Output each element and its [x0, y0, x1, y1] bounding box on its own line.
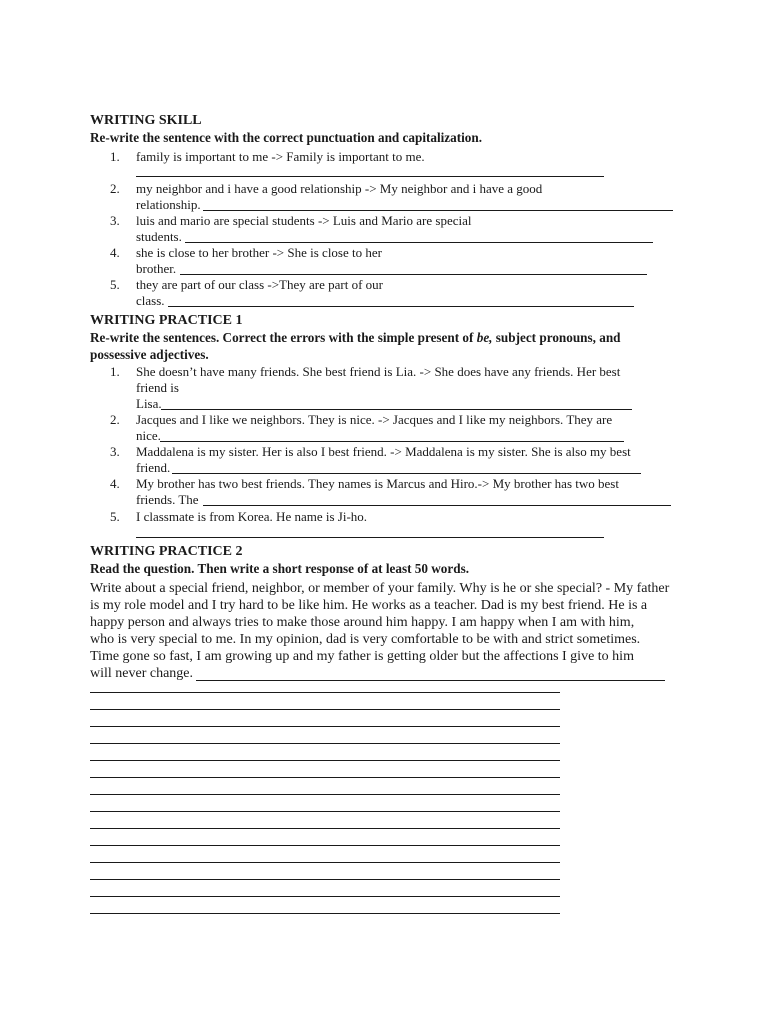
- answer-line[interactable]: [161, 409, 632, 410]
- item-text: she is close to her brother -> She is close to her: [136, 245, 382, 260]
- item-number: 3.: [110, 213, 120, 228]
- writing-line[interactable]: [90, 845, 560, 846]
- item-number: 5.: [110, 277, 120, 292]
- item-answer-start: friend.: [136, 460, 171, 475]
- response-paragraph-line: Time gone so fast, I am growing up and my father is getting older but the affections I give to him: [90, 649, 634, 664]
- item-answer-start: Lisa.: [136, 396, 162, 411]
- answer-line[interactable]: [172, 473, 641, 474]
- response-paragraph-line: is my role model and I try hard to be like him. He works as a teacher. Dad is my best friend. He is a: [90, 598, 648, 613]
- writing-line[interactable]: [90, 777, 560, 778]
- instruction-practice-1: [90, 329, 621, 346]
- item-answer-start: students.: [136, 229, 182, 244]
- item-answer-start: brother.: [136, 261, 177, 276]
- answer-line[interactable]: [185, 242, 653, 243]
- answer-line[interactable]: [136, 537, 604, 538]
- answer-line[interactable]: [203, 210, 673, 211]
- answer-line[interactable]: [136, 176, 604, 177]
- instruction-practice-1-line2: possessive adjectives.: [90, 347, 209, 362]
- answer-line[interactable]: [160, 441, 624, 442]
- answer-line[interactable]: [168, 306, 634, 307]
- item-answer-start: friends. The: [136, 492, 199, 507]
- instruction-writing-skill: Re-write the sentence with the correct punctuation and capitalization.: [90, 130, 483, 145]
- item-number: 4.: [110, 245, 120, 260]
- item-answer-start: relationship.: [136, 197, 201, 212]
- item-number: 4.: [110, 476, 120, 491]
- writing-line[interactable]: [90, 879, 560, 880]
- writing-line[interactable]: [90, 709, 560, 710]
- item-text: they are part of our class ->They are part of our: [136, 277, 383, 292]
- writing-line[interactable]: [90, 794, 560, 795]
- item-text: friend is: [136, 380, 179, 395]
- writing-line[interactable]: [90, 760, 560, 761]
- response-paragraph-line: happy person and always tries to make those around him happy. I am happy when I am with him,: [90, 615, 635, 630]
- response-paragraph-line: Write about a special friend, neighbor, or member of your family. Why is he or she special? - My father: [90, 581, 670, 596]
- section-heading-writing-skill: WRITING SKILL: [90, 113, 202, 128]
- writing-line[interactable]: [90, 811, 560, 812]
- item-answer-start: nice.: [136, 428, 161, 443]
- item-number: 1.: [110, 364, 120, 379]
- writing-line[interactable]: [90, 913, 560, 914]
- item-text: luis and mario are special students -> Luis and Mario are special: [136, 213, 472, 228]
- item-answer-start: class.: [136, 293, 165, 308]
- item-text: I classmate is from Korea. He name is Ji-ho.: [136, 509, 368, 524]
- item-number: 5.: [110, 509, 120, 524]
- writing-line[interactable]: [90, 828, 560, 829]
- item-text: Jacques and I like we neighbors. They is nice. -> Jacques and I like my neighbors. They are: [136, 412, 613, 427]
- instruction-practice-2: Read the question. Then write a short response of at least 50 words.: [90, 561, 470, 576]
- response-paragraph-line: will never change.: [90, 666, 194, 681]
- item-text: My brother has two best friends. They names is Marcus and Hiro.-> My brother has two best: [136, 476, 619, 491]
- item-text: family is important to me -> Family is important to me.: [136, 149, 425, 164]
- answer-line[interactable]: [203, 505, 671, 506]
- instruction-part: subject pronouns, and: [492, 330, 621, 345]
- writing-line[interactable]: [90, 743, 560, 744]
- section-heading-practice-2: WRITING PRACTICE 2: [90, 544, 243, 559]
- item-number: 3.: [110, 444, 120, 459]
- item-text: my neighbor and i have a good relationship -> My neighbor and i have a good: [136, 181, 543, 196]
- item-text: Maddalena is my sister. Her is also I best friend. -> Maddalena is my sister. She is also my best: [136, 444, 631, 459]
- writing-line[interactable]: [90, 726, 560, 727]
- writing-line[interactable]: [90, 862, 560, 863]
- writing-line[interactable]: [90, 896, 560, 897]
- answer-line[interactable]: [180, 274, 647, 275]
- instruction-emphasis: be,: [476, 330, 493, 345]
- answer-line[interactable]: [196, 680, 665, 681]
- response-paragraph-line: who is very special to me. In my opinion, dad is very comfortable to be with and strict sometimes.: [90, 632, 641, 647]
- item-number: 2.: [110, 412, 120, 427]
- section-heading-practice-1: WRITING PRACTICE 1: [90, 313, 243, 328]
- writing-line[interactable]: [90, 692, 560, 693]
- item-number: 1.: [110, 149, 120, 164]
- item-text: She doesn’t have many friends. She best friend is Lia. -> She does have any friends. Her best: [136, 364, 621, 379]
- item-number: 2.: [110, 181, 120, 196]
- instruction-part: Re-write the sentences. Correct the errors with the simple present of: [90, 330, 477, 345]
